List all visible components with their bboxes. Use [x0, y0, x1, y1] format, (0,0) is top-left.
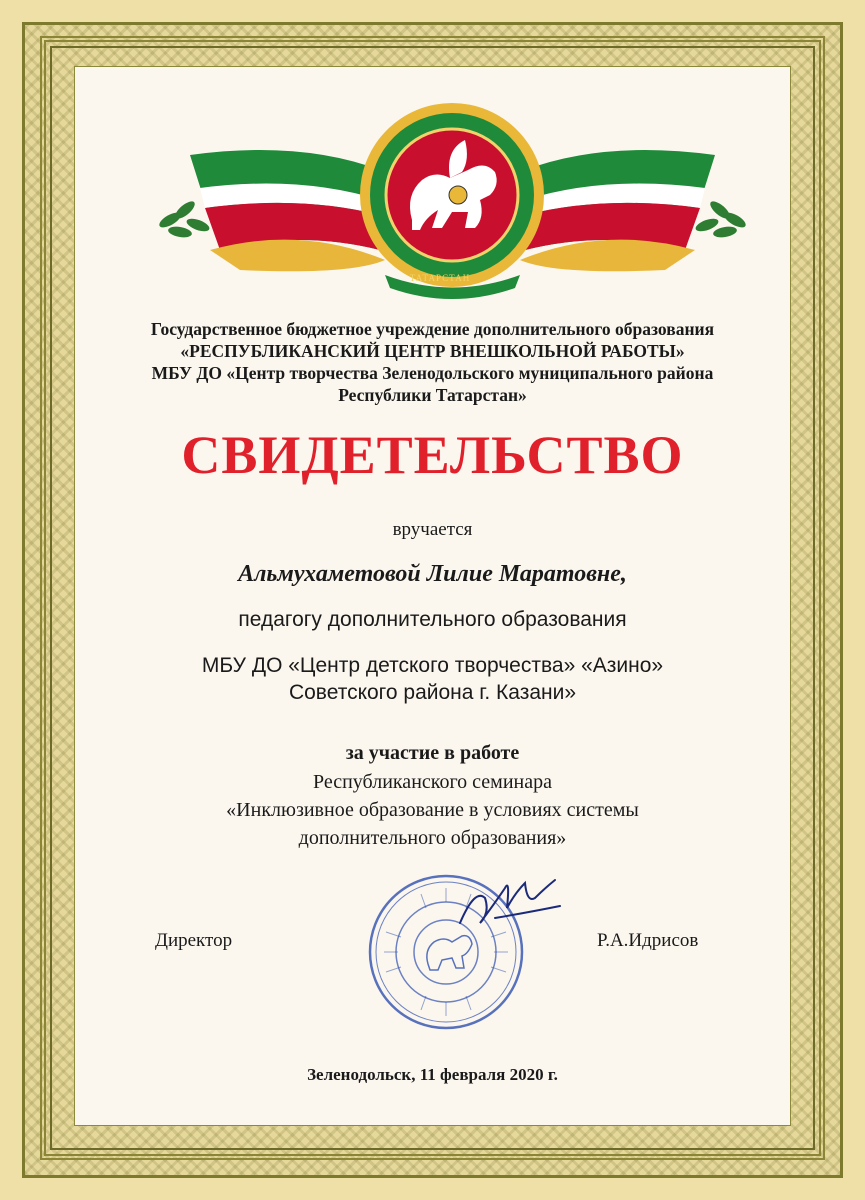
recipient-position: педагогу дополнительного образования	[238, 608, 627, 631]
emblem-ribbon-text: ТАТАРСТАН	[409, 273, 471, 283]
signatory-name: Р.А.Идрисов	[597, 930, 699, 951]
organization-line-1: Государственное бюджетное учреждение дополнительного образования	[150, 319, 715, 339]
recipient-institution	[0, 652, 865, 706]
signatory-role: Директор	[155, 930, 233, 951]
institution-line-2: Советского района г. Казани»	[288, 681, 577, 704]
tatarstan-emblem-icon	[150, 100, 755, 300]
organization-line-2: «РЕСПУБЛИКАНСКИЙ ЦЕНТР ВНЕШКОЛЬНОЙ РАБОТЫ»	[180, 341, 685, 361]
event-line-3: дополнительного образования»	[298, 827, 567, 849]
awarded-label: вручается	[392, 519, 473, 540]
place-and-date: Зеленодольск, 11 февраля 2020 г.	[307, 1065, 558, 1084]
organization-line-3: МБУ ДО «Центр творчества Зеленодольского муниципального района	[151, 363, 714, 383]
event-line-1: Республиканского семинара	[312, 771, 552, 793]
signature-icon	[455, 868, 565, 938]
institution-line-1: МБУ ДО «Центр детского творчества» «Азино»	[201, 654, 664, 677]
organization-header	[0, 318, 865, 406]
certificate-title: СВИДЕТЕЛЬСТВО	[181, 425, 684, 485]
event-line-2: «Инклюзивное образование в условиях системы	[226, 799, 639, 821]
event-description	[0, 768, 865, 852]
organization-line-4: Республики Татарстан»	[338, 385, 527, 405]
award-reason: за участие в работе	[345, 742, 520, 764]
recipient-name: Альмухаметовой Лилие Маратовне,	[238, 561, 627, 587]
